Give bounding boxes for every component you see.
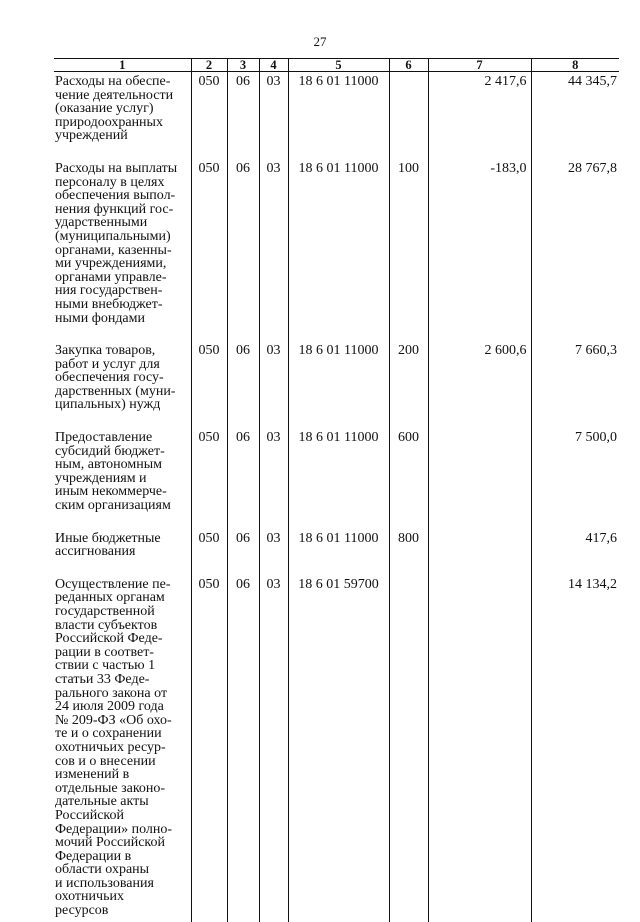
cell-col-8: 28 767,8: [531, 159, 619, 341]
page-number: 27: [313, 34, 327, 49]
cell-col-8: 7 500,0: [531, 428, 619, 529]
cell-col-5: 18 6 01 11000: [288, 341, 389, 428]
cell-col-3: 06: [227, 575, 259, 922]
cell-col-5: 18 6 01 11000: [288, 72, 389, 159]
header-col-4: 4: [259, 59, 288, 72]
cell-col-7: 2 417,6: [428, 72, 531, 159]
row-name: [54, 159, 191, 341]
cell-col-2: 050: [191, 72, 227, 159]
cell-col-2: 050: [191, 575, 227, 922]
cell-col-6: 600: [389, 428, 428, 529]
cell-col-2: 050: [191, 341, 227, 428]
cell-col-4: 03: [259, 159, 288, 341]
header-col-6: 6: [389, 59, 428, 72]
table-row: [54, 575, 619, 922]
header-col-1: 1: [54, 59, 191, 72]
cell-col-3: 06: [227, 159, 259, 341]
cell-col-4: 03: [259, 341, 288, 428]
cell-col-2: 050: [191, 529, 227, 575]
cell-col-4: 03: [259, 72, 288, 159]
row-name: [54, 72, 191, 159]
cell-col-3: 06: [227, 72, 259, 159]
budget-table: [54, 58, 619, 922]
table-row: [54, 72, 619, 159]
cell-col-5: 18 6 01 11000: [288, 428, 389, 529]
table-body: [54, 72, 619, 922]
header-col-5: 5: [288, 59, 389, 72]
cell-col-7: [428, 529, 531, 575]
cell-col-7: [428, 428, 531, 529]
cell-col-5: 18 6 01 59700: [288, 575, 389, 922]
cell-col-4: 03: [259, 575, 288, 922]
cell-col-8: 417,6: [531, 529, 619, 575]
header-col-7: 7: [428, 59, 531, 72]
cell-col-6: 800: [389, 529, 428, 575]
cell-col-4: 03: [259, 529, 288, 575]
table-row: [54, 159, 619, 341]
table-row: [54, 341, 619, 428]
cell-col-8: 7 660,3: [531, 341, 619, 428]
table-row: [54, 529, 619, 575]
cell-col-6: 100: [389, 159, 428, 341]
row-name-text: Предоставление субсидий бюджет- ным, автономным учреждениям и иным некоммерче- ским организациям: [55, 430, 171, 514]
row-name: [54, 575, 191, 922]
cell-col-7: [428, 575, 531, 922]
cell-col-6: 200: [389, 341, 428, 428]
cell-col-5: 18 6 01 11000: [288, 529, 389, 575]
cell-col-5: 18 6 01 11000: [288, 159, 389, 341]
cell-col-3: 06: [227, 428, 259, 529]
cell-col-8: 44 345,7: [531, 72, 619, 159]
cell-col-6: [389, 575, 428, 922]
header-col-2: 2: [191, 59, 227, 72]
row-name: [54, 529, 191, 575]
cell-col-2: 050: [191, 428, 227, 529]
cell-col-3: 06: [227, 341, 259, 428]
cell-col-8: 14 134,2: [531, 575, 619, 922]
table-row: [54, 428, 619, 529]
cell-col-4: 03: [259, 428, 288, 529]
cell-col-3: 06: [227, 529, 259, 575]
cell-col-7: -183,0: [428, 159, 531, 341]
row-name: [54, 428, 191, 529]
row-name-text: Расходы на обеспе- чение деятельности (оказание услуг) природоохранных учреждений: [55, 74, 174, 144]
row-name: [54, 341, 191, 428]
header-col-8: 8: [531, 59, 619, 72]
cell-col-7: 2 600,6: [428, 341, 531, 428]
row-name-text: Закупка товаров, работ и услуг для обеспечения госу- дарственных (муни- ципальных) нужд: [55, 343, 176, 413]
row-name-text: Осуществление пе- реданных органам государственной власти субъектов Российской Феде- рации в соответ- ствии с частью 1 статьи 33 Феде- рального закона от 24 июля 2009 года № 209-ФЗ «Об охо- те и о сохранении охотничьих ресур- сов и о внесении изменений в отдельные законо- дательные акты Российской Федерации» полно- мочий Российской Федерации в области охраны и использования охотничьих ресурсов: [55, 576, 173, 919]
table-header: [54, 59, 619, 72]
cell-col-2: 050: [191, 159, 227, 341]
row-name-text: Иные бюджетные ассигнования: [55, 530, 161, 560]
cell-col-6: [389, 72, 428, 159]
header-col-3: 3: [227, 59, 259, 72]
row-name-text: Расходы на выплаты персоналу в целях обеспечения выпол- нения функций гос- ударственными (муниципальными) органами, казенны- ми учреждениями, органами управле- ния государствен- ными внебюджет- ными фондами: [55, 160, 178, 326]
